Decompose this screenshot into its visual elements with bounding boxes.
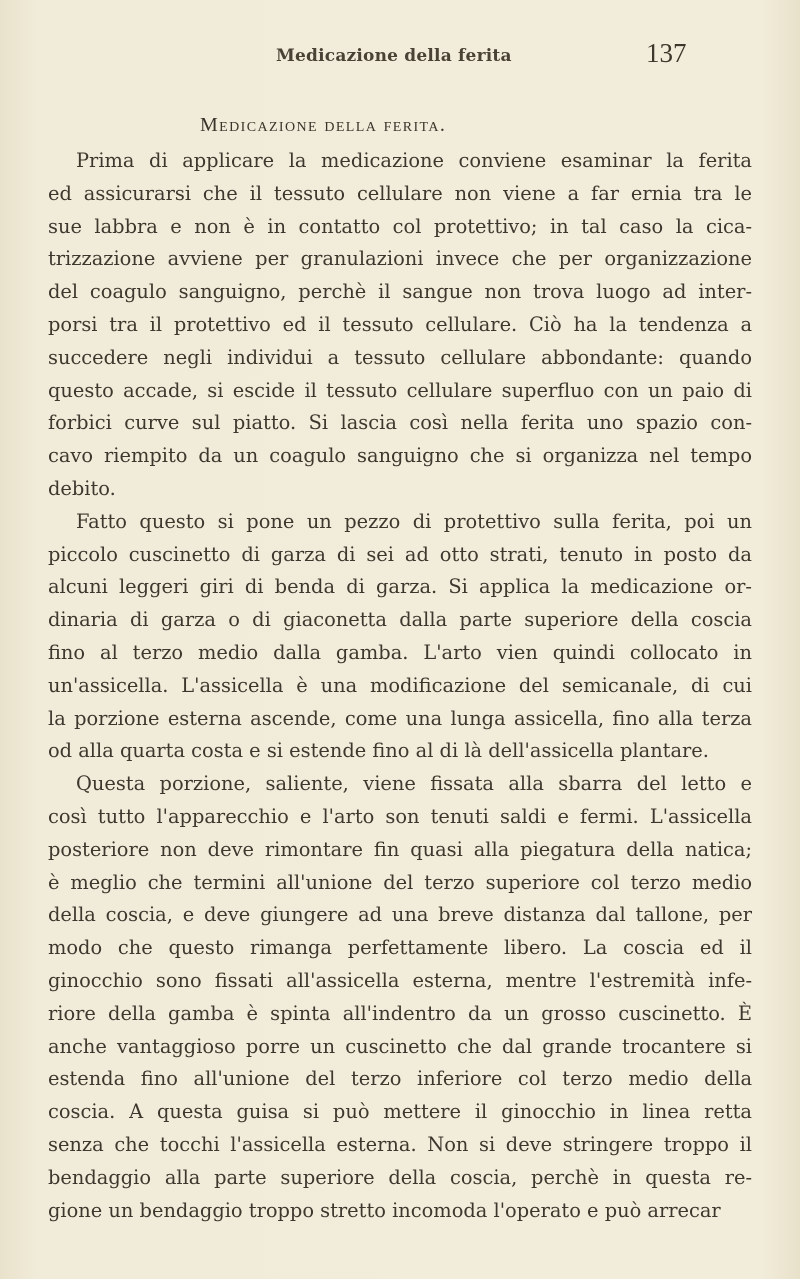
text-line: modo che questo rimanga perfettamente libero. La coscia ed il	[48, 936, 752, 960]
text-line: così tutto l'apparecchio e l'arto son tenuti saldi e fermi. L'assicella	[48, 804, 752, 828]
text-line: forbici curve sul piatto. Si lascia così nella ferita uno spazio con-	[48, 411, 752, 435]
text-line: un'assicella. L'assicella è una modificazione del semicanale, di cui	[48, 673, 752, 697]
text-line: debito.	[48, 476, 116, 500]
text-line: succedere negli individui a tessuto cellulare abbondante: quando	[48, 345, 752, 369]
text-line: ginocchio sono fissati all'assicella esterna, mentre l'estremità infe-	[48, 968, 752, 992]
text-line: è meglio che termini all'unione del terzo superiore col terzo medio	[48, 870, 752, 894]
text-line: fino al terzo medio dalla gamba. L'arto vien quindi collocato in	[48, 640, 752, 664]
text-line: Questa porzione, saliente, viene fissata alla sbarra del letto e	[76, 772, 752, 796]
page-number: 137	[646, 38, 687, 68]
paragraph	[48, 768, 752, 1227]
text-line: gione un bendaggio troppo stretto incomoda l'operato e può arrecar	[48, 1198, 721, 1222]
text-line: dinaria di garza o di giaconetta dalla parte superiore della coscia	[48, 608, 752, 632]
text-line: ed assicurarsi che il tessuto cellulare non viene a far ernia tra le	[48, 181, 752, 205]
text-line: sue labbra e non è in contatto col protettivo; in tal caso la cica-	[48, 214, 752, 238]
paragraph	[48, 145, 752, 506]
text-line: alcuni leggeri giri di benda di garza. Si applica la medicazione or-	[48, 575, 752, 599]
paragraph	[48, 506, 752, 768]
text-line: porsi tra il protettivo ed il tessuto cellulare. Ciò ha la tendenza a	[48, 312, 752, 336]
text-line: la porzione esterna ascende, come una lunga assicella, fino alla terza	[48, 706, 752, 730]
text-line: od alla quarta costa e si estende fino al di là dell'assicella plantare.	[48, 739, 709, 763]
text-line: senza che tocchi l'assicella esterna. Non si deve stringere troppo il	[48, 1132, 752, 1156]
text-line: riore della gamba è spinta all'indentro da un grosso cuscinetto. È	[48, 1001, 752, 1025]
text-line: bendaggio alla parte superiore della coscia, perchè in questa re-	[48, 1165, 752, 1189]
text-line: posteriore non deve rimontare fin quasi alla piegatura della natica;	[48, 837, 752, 861]
running-title: Medicazione della ferita	[276, 46, 512, 66]
section-title: Medicazione della ferita.	[200, 114, 447, 136]
text-line: anche vantaggioso porre un cuscinetto che dal grande trocantere si	[48, 1034, 752, 1058]
text-line: piccolo cuscinetto di garza di sei ad otto strati, tenuto in posto da	[48, 542, 752, 566]
text-line: del coagulo sanguigno, perchè il sangue non trova luogo ad inter-	[48, 280, 752, 304]
text-line: estenda fino all'unione del terzo inferiore col terzo medio della	[48, 1067, 752, 1091]
text-line: questo accade, si escide il tessuto cellulare superfluo con un paio di	[48, 378, 752, 402]
text-line: coscia. A questa guisa si può mettere il ginocchio in linea retta	[48, 1100, 752, 1124]
text-line: Prima di applicare la medicazione conviene esaminar la ferita	[76, 149, 752, 172]
text-line: Fatto questo si pone un pezzo di protettivo sulla ferita, poi un	[76, 509, 752, 533]
text-line: della coscia, e deve giungere ad una breve distanza dal tallone, per	[48, 903, 752, 927]
body-text	[48, 145, 752, 1227]
text-line: cavo riempito da un coagulo sanguigno che si organizza nel tempo	[48, 444, 752, 468]
text-line: trizzazione avviene per granulazioni invece che per organizzazione	[48, 247, 752, 271]
